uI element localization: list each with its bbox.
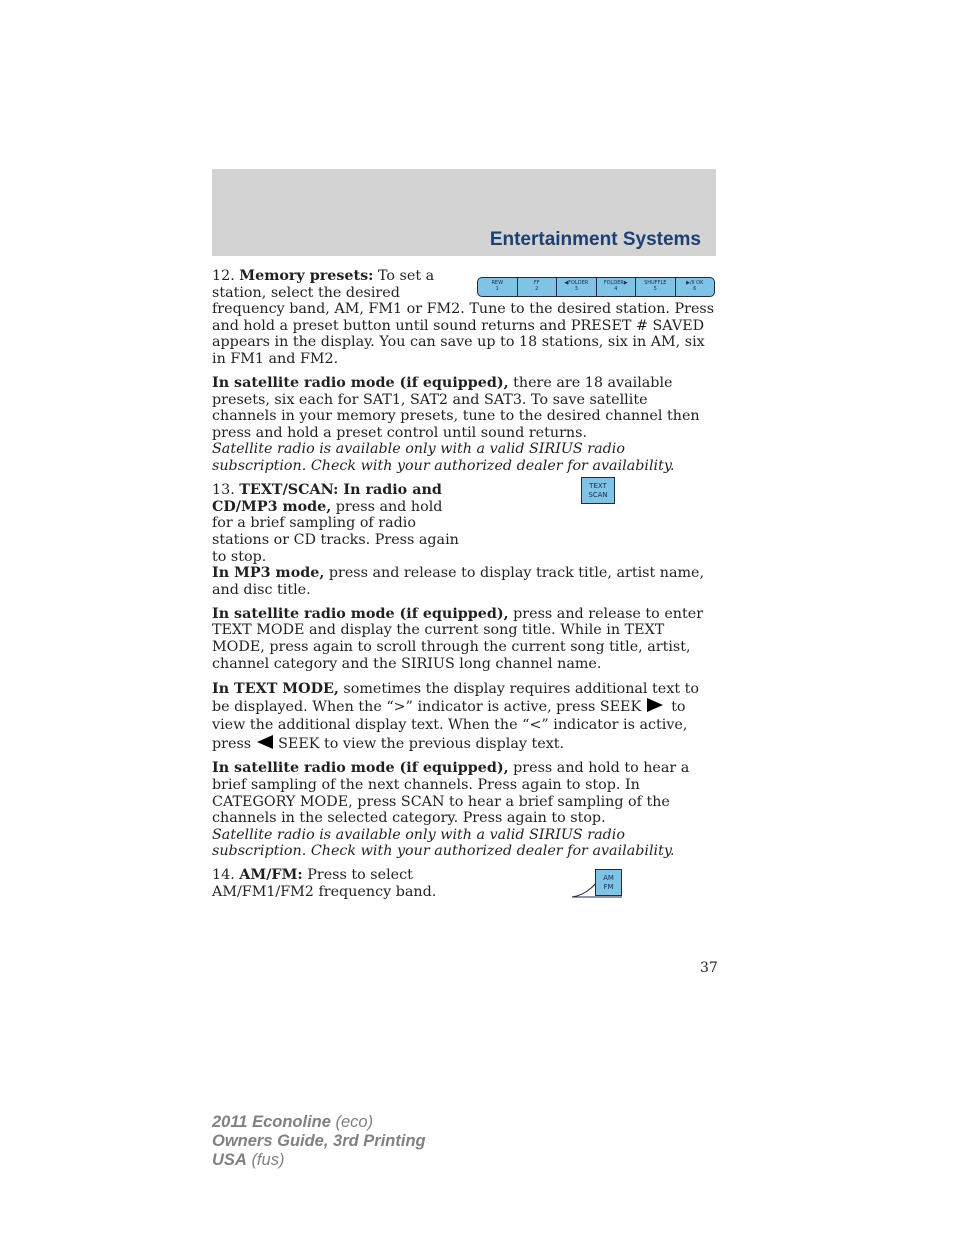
- footer-line-3: USA (fus): [212, 1151, 285, 1169]
- seek-right-icon: [647, 698, 663, 712]
- item-13-note: Satellite radio is available only with a valid SIRIUS radio subscription. Check with your authorized dealer for availability.: [212, 826, 675, 860]
- preset-button-3: ◀FOLDER 3: [557, 278, 597, 296]
- preset-button-1: REW 1: [478, 278, 518, 296]
- item-13-satellite-scan: In satellite radio mode (if equipped), press and hold to hear a brief sampling of the next channels. Press again to stop. In CATEGORY MODE, press SCAN to hear a brief sampling of the channels in the selected category. Press again to stop.: [212, 760, 690, 827]
- footer-line-2: Owners Guide, 3rd Printing: [212, 1132, 426, 1150]
- item-12-satellite: In satellite radio mode (if equipped), there are 18 available presets, six each for SAT1, SAT2 and SAT3. To save satellite channels in your memory presets, tune to the desired channel then press and hold a preset control until sound returns.: [212, 375, 700, 441]
- section-title: Entertainment Systems: [489, 229, 701, 250]
- item-13-text-scan: 13. TEXT/SCAN: In radio and CD/MP3 mode, press and hold for a brief sampling of radio stations or CD tracks. Press again to stop.: [212, 482, 459, 565]
- am-fm-button-graphic: [572, 869, 622, 898]
- item-13-satellite: In satellite radio mode (if equipped), press and release to enter TEXT MODE and display the current song title. While in TEXT MODE, press again to scroll through the current song title, artist, channel category and the SIRIUS long channel name.: [212, 605, 704, 672]
- page-content: [212, 268, 716, 901]
- item-13-mp3: In MP3 mode, press and release to display track title, artist name, and disc title.: [212, 565, 705, 598]
- text-scan-button-graphic: TEXT SCAN: [581, 477, 615, 504]
- item-14-am-fm: 14. AM/FM: Press to select AM/FM1/FM2 frequency band.: [212, 867, 437, 900]
- item-13-text-mode: In TEXT MODE, sometimes the display requires additional text to be displayed. When the “>” indicator is active, press SEEK to view the additional display text. When the “<” indicator is active, press SEEK to view the previous display text.: [212, 680, 699, 752]
- item-12-memory-presets: 12. Memory presets: To set a station, select the desired frequency band, AM, FM1 or FM2. Tune to the desired station. Press and hold a preset button until sound returns and PRESET # SAVED appears in the display. You can save up to 18 stations, six in AM, six in FM1 and FM2.: [212, 268, 715, 367]
- item-12-note: Satellite radio is available only with a valid SIRIUS radio subscription. Check with your authorized dealer for availability.: [212, 441, 675, 475]
- am-fm-key: AM FM: [595, 869, 622, 896]
- seek-left-icon: [257, 735, 273, 749]
- footer-line-1: 2011 Econoline (eco): [212, 1113, 374, 1131]
- preset-button-2: FF 2: [518, 278, 558, 296]
- page-number: 37: [700, 960, 718, 976]
- preset-button-4: FOLDER▶ 4: [597, 278, 637, 296]
- preset-button-5: SHUFFLE 5: [636, 278, 676, 296]
- footer: [212, 1113, 426, 1170]
- preset-button-6: ▶/II OK 6: [686, 280, 704, 292]
- preset-buttons-graphic: [477, 277, 715, 297]
- header-band: [212, 169, 716, 256]
